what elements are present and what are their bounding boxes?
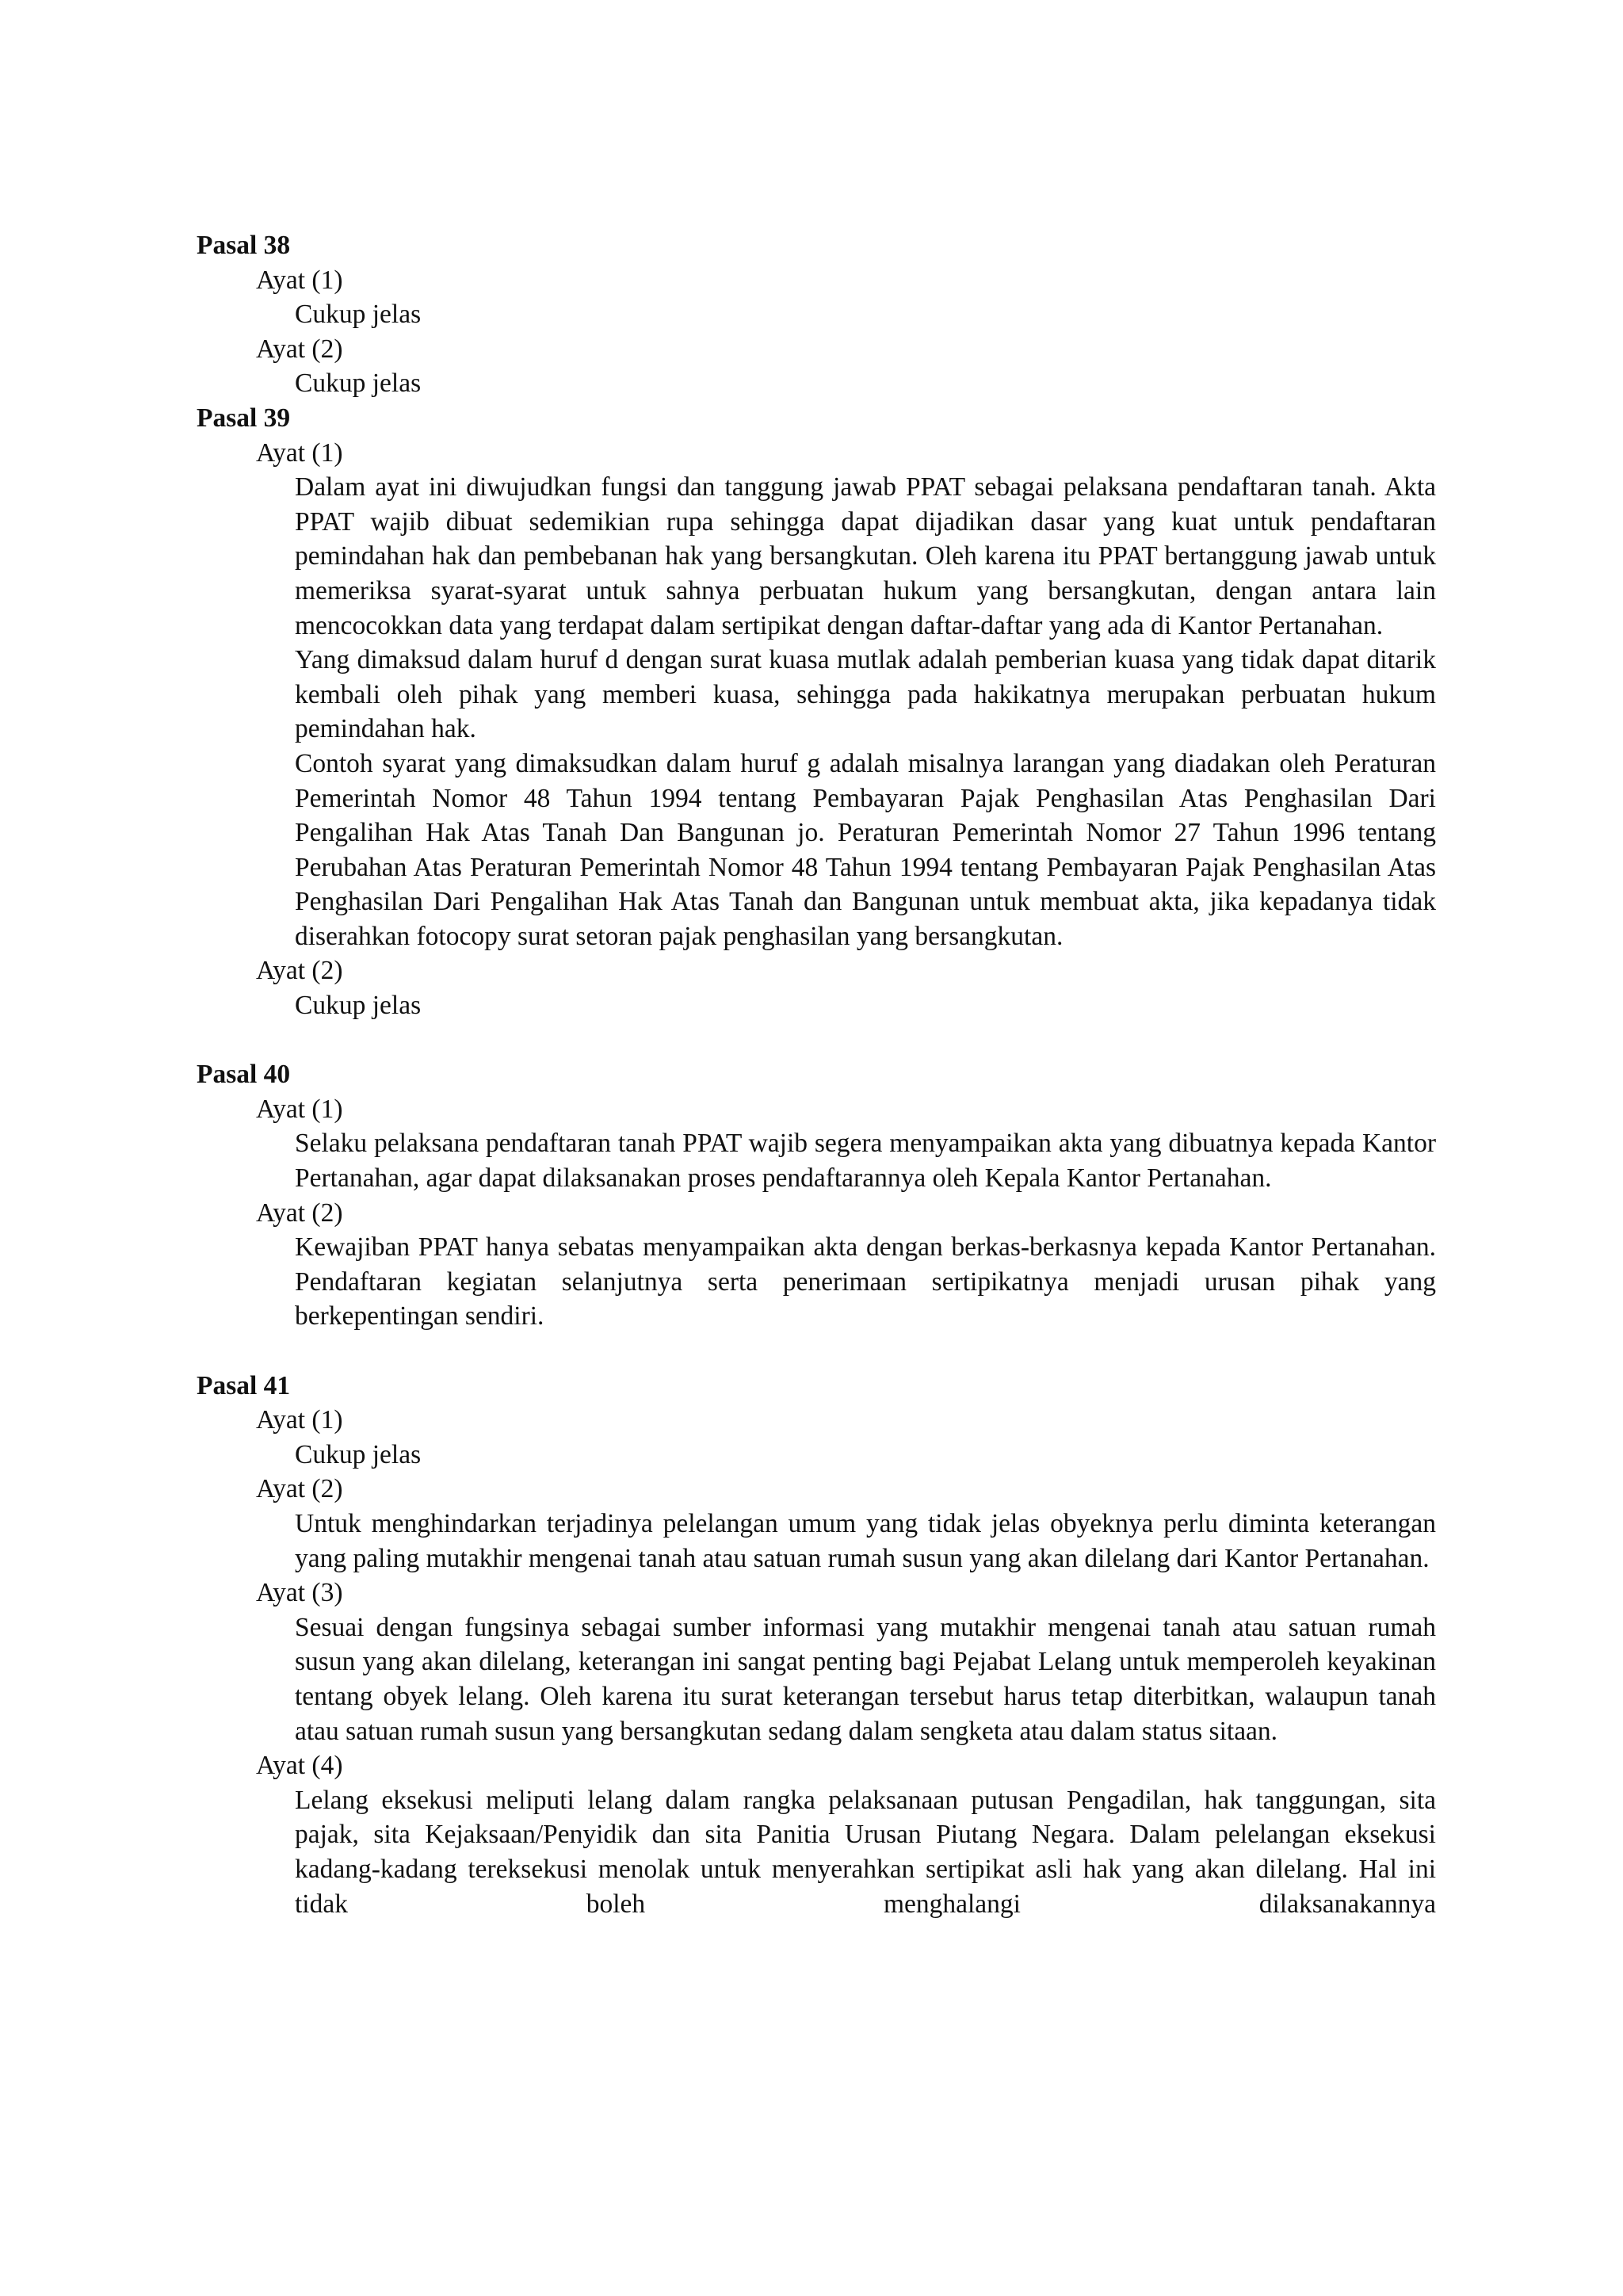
ayat-body: [295, 1230, 1436, 1334]
pasal-heading: Pasal 38: [197, 231, 291, 260]
ayat-label: Ayat (4): [256, 1751, 343, 1781]
ayat-label: Ayat (1): [256, 1094, 343, 1124]
ayat-paragraph: Cukup jelas: [295, 300, 422, 330]
pasal-heading: Pasal 40: [197, 1060, 291, 1090]
ayat-body: [295, 470, 1436, 953]
ayat-body: [295, 297, 1436, 332]
ayat-paragraph: Kewajiban PPAT hanya sebatas menyampaikan akta dengan berkas-berkasnya kepada Kantor Pertanahan. Pendaftaran kegiatan selanjutnya serta penerimaan sertipikatnya menjadi urusan pihak yang berkepentingan sendiri.: [295, 1232, 1436, 1331]
section-spacer: [197, 1023, 1436, 1058]
pasal-heading: Pasal 41: [197, 1370, 291, 1400]
pasal-section: [197, 1369, 1436, 1922]
ayat-body: [295, 1438, 1436, 1473]
ayat-label: Ayat (2): [256, 334, 343, 364]
ayat-label: Ayat (3): [256, 1578, 343, 1608]
ayat-label: Ayat (1): [256, 265, 343, 295]
ayat-paragraph: Untuk menghindarkan terjadinya pelelangan umum yang tidak jelas obyeknya perlu diminta keterangan yang paling mutakhir mengenai tanah atau satuan rumah susun yang akan dilelang dari Kantor Pertanahan.: [295, 1508, 1436, 1573]
ayat-paragraph: Cukup jelas: [295, 369, 422, 399]
ayat-label: Ayat (2): [256, 1198, 343, 1228]
pasal-section: [197, 228, 1436, 401]
ayat-paragraph: Sesuai dengan fungsinya sebagai sumber informasi yang mutakhir mengenai tanah atau satuan rumah susun yang akan dilelang, keterangan ini sangat penting bagi Pejabat Lelang untuk memperoleh keyakinan tentang obyek lelang. Oleh karena itu surat keterangan tersebut harus tetap diterbitkan, walaupun tanah atau satuan rumah susun yang bersangkutan sedang dalam sengketa atau dalam status sitaan.: [295, 1612, 1436, 1746]
pasal-section: [197, 401, 1436, 1023]
ayat-body: [295, 1507, 1436, 1576]
document-page: [197, 228, 1436, 1921]
ayat-body: [295, 366, 1436, 401]
ayat-body: [295, 1783, 1436, 1921]
ayat-label: Ayat (1): [256, 437, 343, 468]
ayat-label: Ayat (2): [256, 1474, 343, 1504]
pasal-heading: Pasal 39: [197, 403, 291, 433]
ayat-label: Ayat (2): [256, 956, 343, 986]
ayat-paragraph: Lelang eksekusi meliputi lelang dalam rangka pelaksanaan putusan Pengadilan, hak tanggungan, sita pajak, sita Kejaksaan/Penyidik dan sita Panitia Urusan Piutang Negara. Dalam pelelangan eksekusi kadang-kadang tereksekusi menolak untuk menyerahkan sertipikat asli hak yang akan dilelang. Hal ini tidak boleh menghalangi dilaksanakannya: [295, 1785, 1436, 1919]
ayat-paragraph: Dalam ayat ini diwujudkan fungsi dan tanggung jawab PPAT sebagai pelaksana pendaftaran tanah. Akta PPAT wajib dibuat sedemikian rupa sehingga dapat dijadikan dasar yang kuat untuk pendaftaran pemindahan hak dan pembebanan hak yang bersangkutan. Oleh karena itu PPAT bertanggung jawab untuk memeriksa syarat-syarat untuk sahnya perbuatan hukum yang bersangkutan, dengan antara lain mencocokkan data yang terdapat dalam sertipikat dengan daftar-daftar yang ada di Kantor Pertanahan.: [295, 472, 1436, 640]
ayat-paragraph: Cukup jelas: [295, 991, 422, 1021]
ayat-body: [295, 988, 1436, 1023]
ayat-label: Ayat (1): [256, 1405, 343, 1435]
ayat-paragraph: Contoh syarat yang dimaksudkan dalam huruf g adalah misalnya larangan yang diadakan oleh Peraturan Pemerintah Nomor 48 Tahun 1994 tentang Pembayaran Pajak Penghasilan Atas Penghasilan Dari Pengalihan Hak Atas Tanah Dan Bangunan jo. Peraturan Pemerintah Nomor 27 Tahun 1996 tentang Perubahan Atas Peraturan Pemerintah Nomor 48 Tahun 1994 tentang Pembayaran Pajak Penghasilan Atas Penghasilan Dari Pengalihan Hak Atas Tanah dan Bangunan untuk membuat akta, jika kepadanya tidak diserahkan fotocopy surat setoran pajak penghasilan yang bersangkutan.: [295, 748, 1436, 951]
ayat-paragraph: Selaku pelaksana pendaftaran tanah PPAT wajib segera menyampaikan akta yang dibuatnya kepada Kantor Pertanahan, agar dapat dilaksanakan proses pendaftarannya oleh Kepala Kantor Pertanahan.: [295, 1129, 1436, 1194]
ayat-body: [295, 1126, 1436, 1195]
ayat-body: [295, 1610, 1436, 1748]
ayat-paragraph: Cukup jelas: [295, 1439, 422, 1469]
pasal-section: [197, 1057, 1436, 1334]
ayat-paragraph: Yang dimaksud dalam huruf d dengan surat kuasa mutlak adalah pemberian kuasa yang tidak dapat ditarik kembali oleh pihak yang memberi kuasa, sehingga pada hakikatnya merupakan perbuatan hukum pemindahan hak.: [295, 645, 1436, 744]
section-spacer: [197, 1334, 1436, 1369]
